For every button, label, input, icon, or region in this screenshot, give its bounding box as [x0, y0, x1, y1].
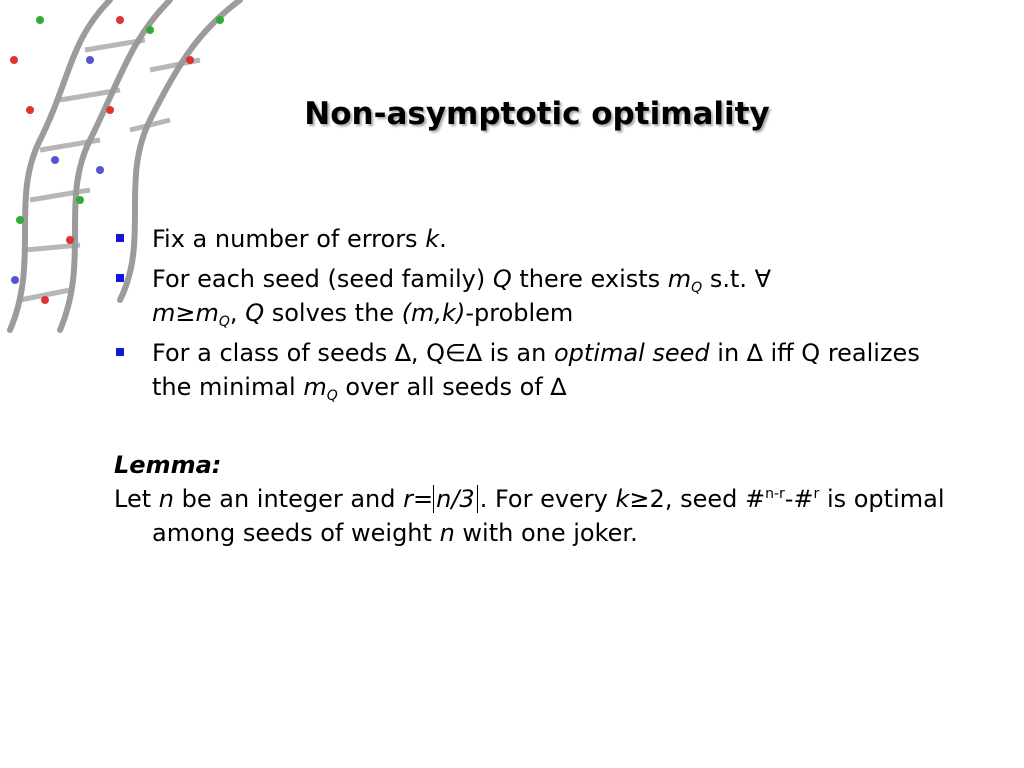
bullet-list — [114, 222, 964, 404]
ceiling-expression: n/3 — [433, 485, 478, 513]
lemma-text: Let n be an integer and r= n/3 . For every k≥2, seed #$^{n-r}$-#$^r$ is optimal among seeds of weight n with one joker. — [114, 485, 945, 547]
lemma-heading: Lemma: — [114, 451, 222, 479]
bullet-fix-errors: Fix a number of errors k. — [114, 222, 964, 256]
slide-title: Non-asymptotic optimality — [304, 96, 770, 132]
bullet-optimal-seed: For a class of seeds ∆, Q∈∆ is an optimal seed in ∆ iff Q realizes the minimal $m_Q$ over all seeds of ∆ — [114, 336, 964, 404]
slide-body — [114, 222, 964, 550]
bullet-seed-family: For each seed (seed family) Q there exists $m_Q$ s.t. ∀ $m\ge m_Q$, Q solves the (m,k)-problem — [114, 262, 964, 330]
